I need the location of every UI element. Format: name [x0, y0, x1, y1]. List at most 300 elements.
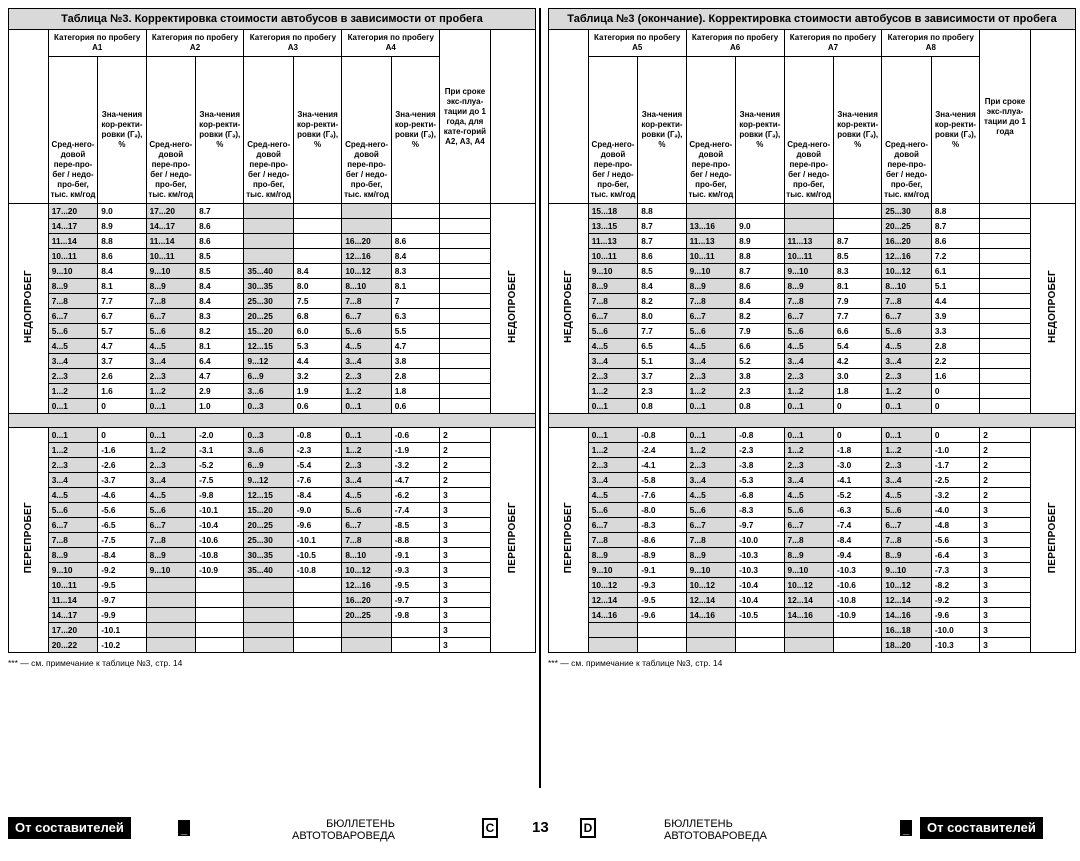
table-cell: [244, 638, 293, 653]
table-cell: 13...15: [588, 219, 637, 234]
table-cell: 8.2: [736, 309, 784, 324]
table-cell: 4...5: [48, 339, 97, 354]
table-cell: 3...4: [48, 473, 97, 488]
table-cell: [146, 623, 195, 638]
header-spacer: [549, 30, 589, 204]
table-cell: -5.2: [196, 458, 244, 473]
table-cell: 6.6: [833, 324, 881, 339]
table-cell: [293, 234, 341, 249]
table-cell: -0.8: [638, 428, 686, 443]
table-cell: 6.8: [293, 309, 341, 324]
table-cell: 8.1: [833, 279, 881, 294]
table-cell: 0.8: [638, 399, 686, 414]
category-header: Категория по пробегу А5: [588, 30, 686, 57]
table-cell: 8.5: [196, 249, 244, 264]
table-cell: [196, 578, 244, 593]
table-cell: -2.5: [931, 473, 979, 488]
table-cell: 35...40: [244, 563, 293, 578]
table-cell: 5...6: [146, 503, 195, 518]
table-cell: 7...8: [48, 294, 97, 309]
table-cell: 2...3: [686, 369, 735, 384]
table-cell: 8.6: [638, 249, 686, 264]
table-cell: 5.1: [931, 279, 979, 294]
table-cell: [980, 309, 1031, 324]
table-cell: 5.2: [736, 354, 784, 369]
table-cell: 0...1: [588, 428, 637, 443]
table-cell: -10.3: [736, 563, 784, 578]
table-cell: 10...12: [882, 578, 931, 593]
table-cell: [980, 249, 1031, 264]
table-cell: -10.1: [196, 503, 244, 518]
table-cell: [244, 219, 293, 234]
table-cell: [980, 264, 1031, 279]
table-cell: 2...3: [588, 458, 637, 473]
table-cell: -7.4: [391, 503, 439, 518]
table-cell: [146, 578, 195, 593]
table-cell: 4...5: [48, 488, 97, 503]
table-cell: 8.1: [98, 279, 146, 294]
table-cell: 4.7: [391, 339, 439, 354]
table-cell: -0.8: [293, 428, 341, 443]
table-cell: 3: [440, 608, 491, 623]
underrun-label-cell: [549, 204, 589, 414]
table-cell: 4...5: [882, 488, 931, 503]
table-cell: -10.9: [196, 563, 244, 578]
value-subheader: Зна-чения кор-ректи-ровки (Гₔ), %: [98, 57, 146, 204]
table-cell: [980, 324, 1031, 339]
table-cell: 6...7: [48, 309, 97, 324]
table-cell: 6.1: [931, 264, 979, 279]
table-cell: 8...9: [146, 548, 195, 563]
category-header: Категория по пробегу А2: [146, 30, 244, 57]
table-cell: -9.0: [293, 503, 341, 518]
table-cell: 3...4: [686, 354, 735, 369]
table-cell: 16...20: [342, 593, 391, 608]
table-cell: 6.6: [736, 339, 784, 354]
table-cell: 0...1: [342, 428, 391, 443]
table-cell: 3: [980, 518, 1031, 533]
table-cell: 5.4: [833, 339, 881, 354]
table-cell: 12...16: [342, 249, 391, 264]
table-cell: 3...4: [48, 354, 97, 369]
table-cell: 5...6: [146, 324, 195, 339]
table-cell: 9...10: [784, 264, 833, 279]
underrun-label-cell-right: [1030, 204, 1075, 414]
table-cell: 10...12: [784, 578, 833, 593]
table-cell: 10...11: [784, 249, 833, 264]
table-cell: 9...10: [882, 563, 931, 578]
table-cell: 6...7: [48, 518, 97, 533]
table-cell: 3.3: [931, 324, 979, 339]
table-cell: [980, 219, 1031, 234]
table-cell: -10.5: [293, 548, 341, 563]
table-cell: 2...3: [146, 369, 195, 384]
table-cell: 6...7: [342, 518, 391, 533]
table-cell: 6...7: [588, 518, 637, 533]
table-cell: 10...11: [48, 249, 97, 264]
section-dash-right: _: [900, 820, 912, 836]
table-cell: [440, 369, 491, 384]
table-cell: 5...6: [342, 503, 391, 518]
table-cell: 3: [440, 548, 491, 563]
table-cell: 0...1: [882, 428, 931, 443]
table-cell: -9.9: [98, 608, 146, 623]
table-cell: -6.4: [931, 548, 979, 563]
table-cell: 1...2: [342, 443, 391, 458]
table-cell: 3: [440, 623, 491, 638]
category-header: Категория по пробегу А1: [48, 30, 146, 57]
table-cell: 0...1: [784, 428, 833, 443]
table-cell: 8...9: [784, 279, 833, 294]
table-cell: [440, 294, 491, 309]
range-subheader: Сред-него-довой пере-про-бег / недо-про-бег, тыс. км/год: [342, 57, 391, 204]
table-cell: 7.7: [833, 309, 881, 324]
table-cell: -5.6: [931, 533, 979, 548]
first-year-header: При сроке экс-плуа-тации до 1 года, для кате-горий А2, А3, А4: [440, 30, 491, 204]
table-cell: -9.3: [391, 563, 439, 578]
table-cell: 8...9: [686, 279, 735, 294]
table-cell: -7.6: [293, 473, 341, 488]
table-cell: 3...4: [882, 354, 931, 369]
table-cell: 2...3: [784, 369, 833, 384]
table-cell: 4...5: [784, 339, 833, 354]
table-cell: [736, 623, 784, 638]
table-cell: [342, 623, 391, 638]
table-cell: 11...14: [48, 234, 97, 249]
table-cell: -9.2: [931, 593, 979, 608]
table-cell: 14...16: [882, 608, 931, 623]
table-cell: 4...5: [588, 339, 637, 354]
table-cell: 8...9: [784, 548, 833, 563]
table-cell: 7...8: [342, 533, 391, 548]
table-cell: 0...1: [48, 428, 97, 443]
table-cell: -9.7: [391, 593, 439, 608]
table-cell: 8.7: [638, 234, 686, 249]
table-cell: 2...3: [48, 369, 97, 384]
table-cell: 1...2: [588, 384, 637, 399]
table-cell: 9...10: [48, 563, 97, 578]
table-cell: 8.4: [736, 294, 784, 309]
correction-table-left: [8, 8, 536, 653]
table-cell: 8.5: [638, 264, 686, 279]
table-cell: [293, 204, 341, 219]
table-cell: 17...20: [146, 204, 195, 219]
footnote-left: *** — см. примечание к таблице №3, стр. 14: [8, 658, 183, 668]
table-cell: 17...20: [48, 204, 97, 219]
table-cell: -10.3: [736, 548, 784, 563]
table-cell: [686, 638, 735, 653]
table-cell: 6...7: [882, 518, 931, 533]
table-cell: 5...6: [588, 324, 637, 339]
table-cell: -10.4: [736, 593, 784, 608]
table-cell: 7.5: [293, 294, 341, 309]
table-cell: 3: [980, 578, 1031, 593]
table-cell: 14...17: [48, 219, 97, 234]
table-cell: 4.7: [98, 339, 146, 354]
table-cell: 1...2: [882, 443, 931, 458]
table-cell: -9.3: [638, 578, 686, 593]
table-cell: 0...1: [146, 399, 195, 414]
table-cell: 12...16: [342, 578, 391, 593]
table-cell: -7.4: [833, 518, 881, 533]
table-cell: 8.9: [98, 219, 146, 234]
table-cell: 8.1: [391, 279, 439, 294]
table-cell: 8...9: [48, 279, 97, 294]
table-cell: 2: [440, 443, 491, 458]
table-cell: 3: [440, 488, 491, 503]
table-cell: [638, 638, 686, 653]
table-cell: 0: [931, 428, 979, 443]
table-cell: -8.4: [98, 548, 146, 563]
table-cell: -2.0: [196, 428, 244, 443]
table-cell: -1.8: [833, 443, 881, 458]
table-cell: -8.2: [931, 578, 979, 593]
table-cell: 0...1: [784, 399, 833, 414]
table-cell: -10.1: [293, 533, 341, 548]
table-cell: 1...2: [784, 384, 833, 399]
overrun-label-cell-right: [1030, 428, 1075, 653]
underrun-label-cell-right: [490, 204, 535, 414]
table-cell: 3: [440, 563, 491, 578]
table-cell: 2: [440, 473, 491, 488]
table-cell: 3: [980, 548, 1031, 563]
table-cell: 2...3: [686, 458, 735, 473]
overrun-label-cell: [549, 428, 589, 653]
table-cell: 17...20: [48, 623, 97, 638]
table-cell: -1.6: [98, 443, 146, 458]
table-cell: 30...35: [244, 279, 293, 294]
table-cell: 8.4: [293, 264, 341, 279]
table-cell: 1...2: [48, 443, 97, 458]
table-cell: 20...25: [342, 608, 391, 623]
table-cell: 15...20: [244, 324, 293, 339]
table-cell: 2.6: [98, 369, 146, 384]
table-cell: 8...9: [588, 279, 637, 294]
table-cell: [391, 638, 439, 653]
category-header: Категория по пробегу А8: [882, 30, 980, 57]
table-cell: -3.2: [391, 458, 439, 473]
table-cell: 4...5: [686, 339, 735, 354]
table-cell: -8.4: [833, 533, 881, 548]
table-cell: [293, 578, 341, 593]
overrun-label: ПЕРЕПРОБЕГ: [1047, 502, 1059, 574]
value-subheader: Зна-чения кор-ректи-ровки (Гₔ), %: [293, 57, 341, 204]
table-cell: -8.5: [391, 518, 439, 533]
table-cell: -2.3: [736, 443, 784, 458]
table-cell: 1.9: [293, 384, 341, 399]
table-cell: [293, 608, 341, 623]
table-cell: -9.7: [736, 518, 784, 533]
table-cell: 8...10: [882, 279, 931, 294]
table-cell: 3...6: [244, 443, 293, 458]
table-cell: 8.6: [98, 249, 146, 264]
table-cell: 6...7: [686, 518, 735, 533]
table-cell: 1...2: [686, 384, 735, 399]
table-cell: 8.8: [931, 204, 979, 219]
table-cell: 5...6: [784, 324, 833, 339]
table-cell: -3.7: [98, 473, 146, 488]
table-cell: 8...9: [686, 548, 735, 563]
table-cell: 6.3: [391, 309, 439, 324]
table-cell: 10...12: [342, 264, 391, 279]
table-cell: 0...1: [342, 399, 391, 414]
table-cell: 2: [980, 458, 1031, 473]
table-cell: 2: [980, 488, 1031, 503]
table-cell: -0.8: [736, 428, 784, 443]
table-cell: 15...18: [588, 204, 637, 219]
table-cell: 7.7: [98, 294, 146, 309]
table-cell: 7...8: [686, 294, 735, 309]
table-cell: 20...25: [244, 309, 293, 324]
table-cell: -7.5: [98, 533, 146, 548]
value-subheader: Зна-чения кор-ректи-ровки (Гₔ), %: [736, 57, 784, 204]
page-number: 13: [532, 819, 549, 836]
table-cell: 11...13: [784, 234, 833, 249]
table-cell: -3.1: [196, 443, 244, 458]
table-cell: 3.7: [638, 369, 686, 384]
table-cell: [342, 638, 391, 653]
right-table-panel: [548, 8, 1076, 668]
table-cell: 3...4: [342, 354, 391, 369]
category-header: Категория по пробегу А3: [244, 30, 342, 57]
table-cell: 2...3: [146, 458, 195, 473]
table-cell: 8.8: [736, 249, 784, 264]
category-header: Категория по пробегу А4: [342, 30, 440, 57]
table-cell: 1...2: [146, 443, 195, 458]
table-cell: [244, 623, 293, 638]
table-cell: 3...4: [146, 354, 195, 369]
table-cell: 2...3: [882, 369, 931, 384]
table-cell: [980, 234, 1031, 249]
table-cell: -5.8: [638, 473, 686, 488]
table-cell: 20...25: [244, 518, 293, 533]
first-year-header: При сроке экс-плуа-тации до 1 года: [980, 30, 1031, 204]
table-cell: [391, 204, 439, 219]
table-cell: 7...8: [146, 533, 195, 548]
table-cell: 3.7: [98, 354, 146, 369]
table-cell: 7...8: [588, 294, 637, 309]
table-cell: [293, 219, 341, 234]
value-subheader: Зна-чения кор-ректи-ровки (Гₔ), %: [638, 57, 686, 204]
table-cell: 5.3: [293, 339, 341, 354]
table-cell: [440, 204, 491, 219]
table-cell: 3.2: [293, 369, 341, 384]
table-cell: -1.7: [931, 458, 979, 473]
table-cell: 2.3: [638, 384, 686, 399]
table-cell: -5.6: [98, 503, 146, 518]
table-cell: -6.5: [98, 518, 146, 533]
page-footer: [0, 810, 1080, 850]
table-cell: 9...10: [784, 563, 833, 578]
table-cell: 5...6: [48, 503, 97, 518]
table-cell: 8.6: [931, 234, 979, 249]
table-cell: -2.6: [98, 458, 146, 473]
table-cell: 10...11: [146, 249, 195, 264]
table-cell: 8.4: [98, 264, 146, 279]
table-cell: [293, 638, 341, 653]
table-cell: 3...4: [784, 354, 833, 369]
table-cell: -0.6: [391, 428, 439, 443]
table-cell: 6...7: [146, 518, 195, 533]
table-cell: 6...7: [882, 309, 931, 324]
table-cell: 2...3: [882, 458, 931, 473]
table-cell: 16...20: [882, 234, 931, 249]
table-cell: [686, 204, 735, 219]
table-cell: [293, 249, 341, 264]
table-cell: -4.1: [638, 458, 686, 473]
left-table-panel: [8, 8, 536, 668]
table-cell: [391, 623, 439, 638]
table-cell: 0...1: [48, 399, 97, 414]
table-cell: 10...12: [342, 563, 391, 578]
overrun-label: ПЕРЕПРОБЕГ: [22, 502, 34, 574]
table-cell: 8.3: [833, 264, 881, 279]
correction-table-right: [548, 8, 1076, 653]
table-cell: 1.8: [391, 384, 439, 399]
table-cell: 9...12: [244, 354, 293, 369]
table-cell: 3.8: [736, 369, 784, 384]
table-cell: [293, 623, 341, 638]
table-cell: 7.9: [833, 294, 881, 309]
table-cell: 5...6: [784, 503, 833, 518]
table-cell: [342, 204, 391, 219]
table-cell: -10.1: [98, 623, 146, 638]
table-cell: 5...6: [342, 324, 391, 339]
section-tag-left: От составителей: [8, 817, 131, 839]
table-cell: 6...7: [784, 309, 833, 324]
table-cell: -9.2: [98, 563, 146, 578]
table-cell: 8.6: [196, 219, 244, 234]
table-cell: -9.1: [391, 548, 439, 563]
table-cell: 8.7: [736, 264, 784, 279]
table-cell: 8.4: [196, 294, 244, 309]
table-cell: [244, 608, 293, 623]
table-cell: 3: [980, 623, 1031, 638]
table-cell: 10...12: [588, 578, 637, 593]
table-cell: 8.3: [391, 264, 439, 279]
table-cell: 3: [980, 533, 1031, 548]
table-cell: -8.4: [293, 488, 341, 503]
table-cell: -8.0: [638, 503, 686, 518]
table-cell: -4.7: [391, 473, 439, 488]
table-cell: 14...16: [784, 608, 833, 623]
table-cell: 2.8: [391, 369, 439, 384]
table-cell: -10.5: [736, 608, 784, 623]
table-cell: -8.6: [638, 533, 686, 548]
table-cell: 11...14: [48, 593, 97, 608]
footnote-right: *** — см. примечание к таблице №3, стр. 14: [548, 658, 723, 668]
table-cell: 9.0: [98, 204, 146, 219]
table-cell: [146, 593, 195, 608]
table-cell: 6.5: [638, 339, 686, 354]
table-cell: 2: [980, 428, 1031, 443]
table-cell: 12...14: [784, 593, 833, 608]
table-cell: 2: [440, 428, 491, 443]
table-cell: 3: [980, 638, 1031, 653]
table-cell: 4.7: [196, 369, 244, 384]
value-subheader: Зна-чения кор-ректи-ровки (Гₔ), %: [196, 57, 244, 204]
table-cell: 12...14: [686, 593, 735, 608]
table-cell: 30...35: [244, 548, 293, 563]
table-cell: 8.7: [196, 204, 244, 219]
table-cell: 2...3: [48, 458, 97, 473]
bulletin-label-left: БЮЛЛЕТЕНЬ АВТОТОВАРОВЕДА: [292, 818, 395, 842]
table-cell: -9.5: [638, 593, 686, 608]
table-cell: [980, 279, 1031, 294]
table-cell: 4...5: [146, 339, 195, 354]
table-cell: [980, 384, 1031, 399]
table-cell: -10.0: [931, 623, 979, 638]
